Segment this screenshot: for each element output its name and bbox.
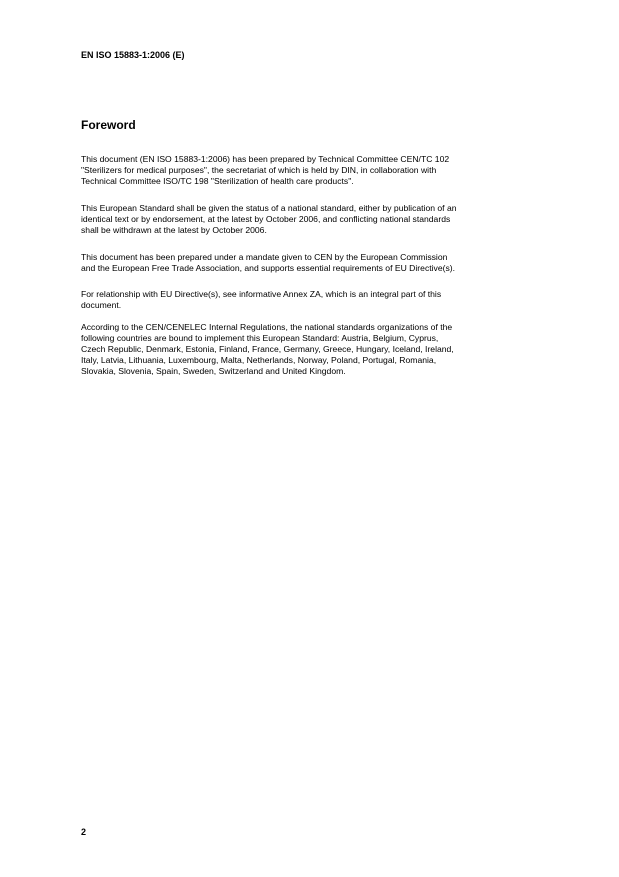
paragraph-status: [81, 203, 457, 236]
text-line: identical text or by endorsement, at the latest by October 2006, and conflicting national standards: [81, 214, 451, 224]
paragraph-prepared-by: [81, 154, 449, 187]
section-title: Foreword: [81, 118, 136, 132]
text-line: following countries are bound to implement this European Standard: Austria, Belgium, Cyprus,: [81, 333, 439, 343]
text-line: This document (EN ISO 15883-1:2006) has been prepared by Technical Committee CEN/TC 102: [81, 154, 450, 164]
text-line: This European Standard shall be given the status of a national standard, either by publication of an: [81, 203, 457, 213]
text-line: According to the CEN/CENELEC Internal Regulations, the national standards organizations of the: [81, 322, 453, 332]
text-line: Slovakia, Slovenia, Spain, Sweden, Switzerland and United Kingdom.: [81, 366, 346, 376]
text-line: Czech Republic, Denmark, Estonia, Finland, France, Germany, Greece, Hungary, Iceland, Ireland,: [81, 344, 454, 354]
text-line: document.: [81, 300, 122, 310]
page-number: 2: [81, 827, 87, 837]
text-line: shall be withdrawn at the latest by October 2006.: [81, 225, 267, 235]
text-line: Technical Committee ISO/TC 198 "Sterilization of health care products".: [81, 176, 354, 186]
paragraph-relationship: [81, 289, 441, 311]
document-reference-header: EN ISO 15883-1:2006 (E): [81, 50, 185, 60]
text-line: and the European Free Trade Association, and supports essential requirements of EU Directive(s).: [81, 263, 456, 273]
text-line: For relationship with EU Directive(s), see informative Annex ZA, which is an integral part of this: [81, 289, 442, 299]
paragraph-mandate: [81, 252, 455, 274]
text-line: "Sterilizers for medical purposes", the secretariat of which is held by DIN, in collaboration with: [81, 165, 437, 175]
text-line: This document has been prepared under a mandate given to CEN by the European Commission: [81, 252, 448, 262]
text-line: Italy, Latvia, Lithuania, Luxembourg, Malta, Netherlands, Norway, Poland, Portugal, Romania,: [81, 355, 437, 365]
paragraph-regulations: [81, 322, 454, 377]
